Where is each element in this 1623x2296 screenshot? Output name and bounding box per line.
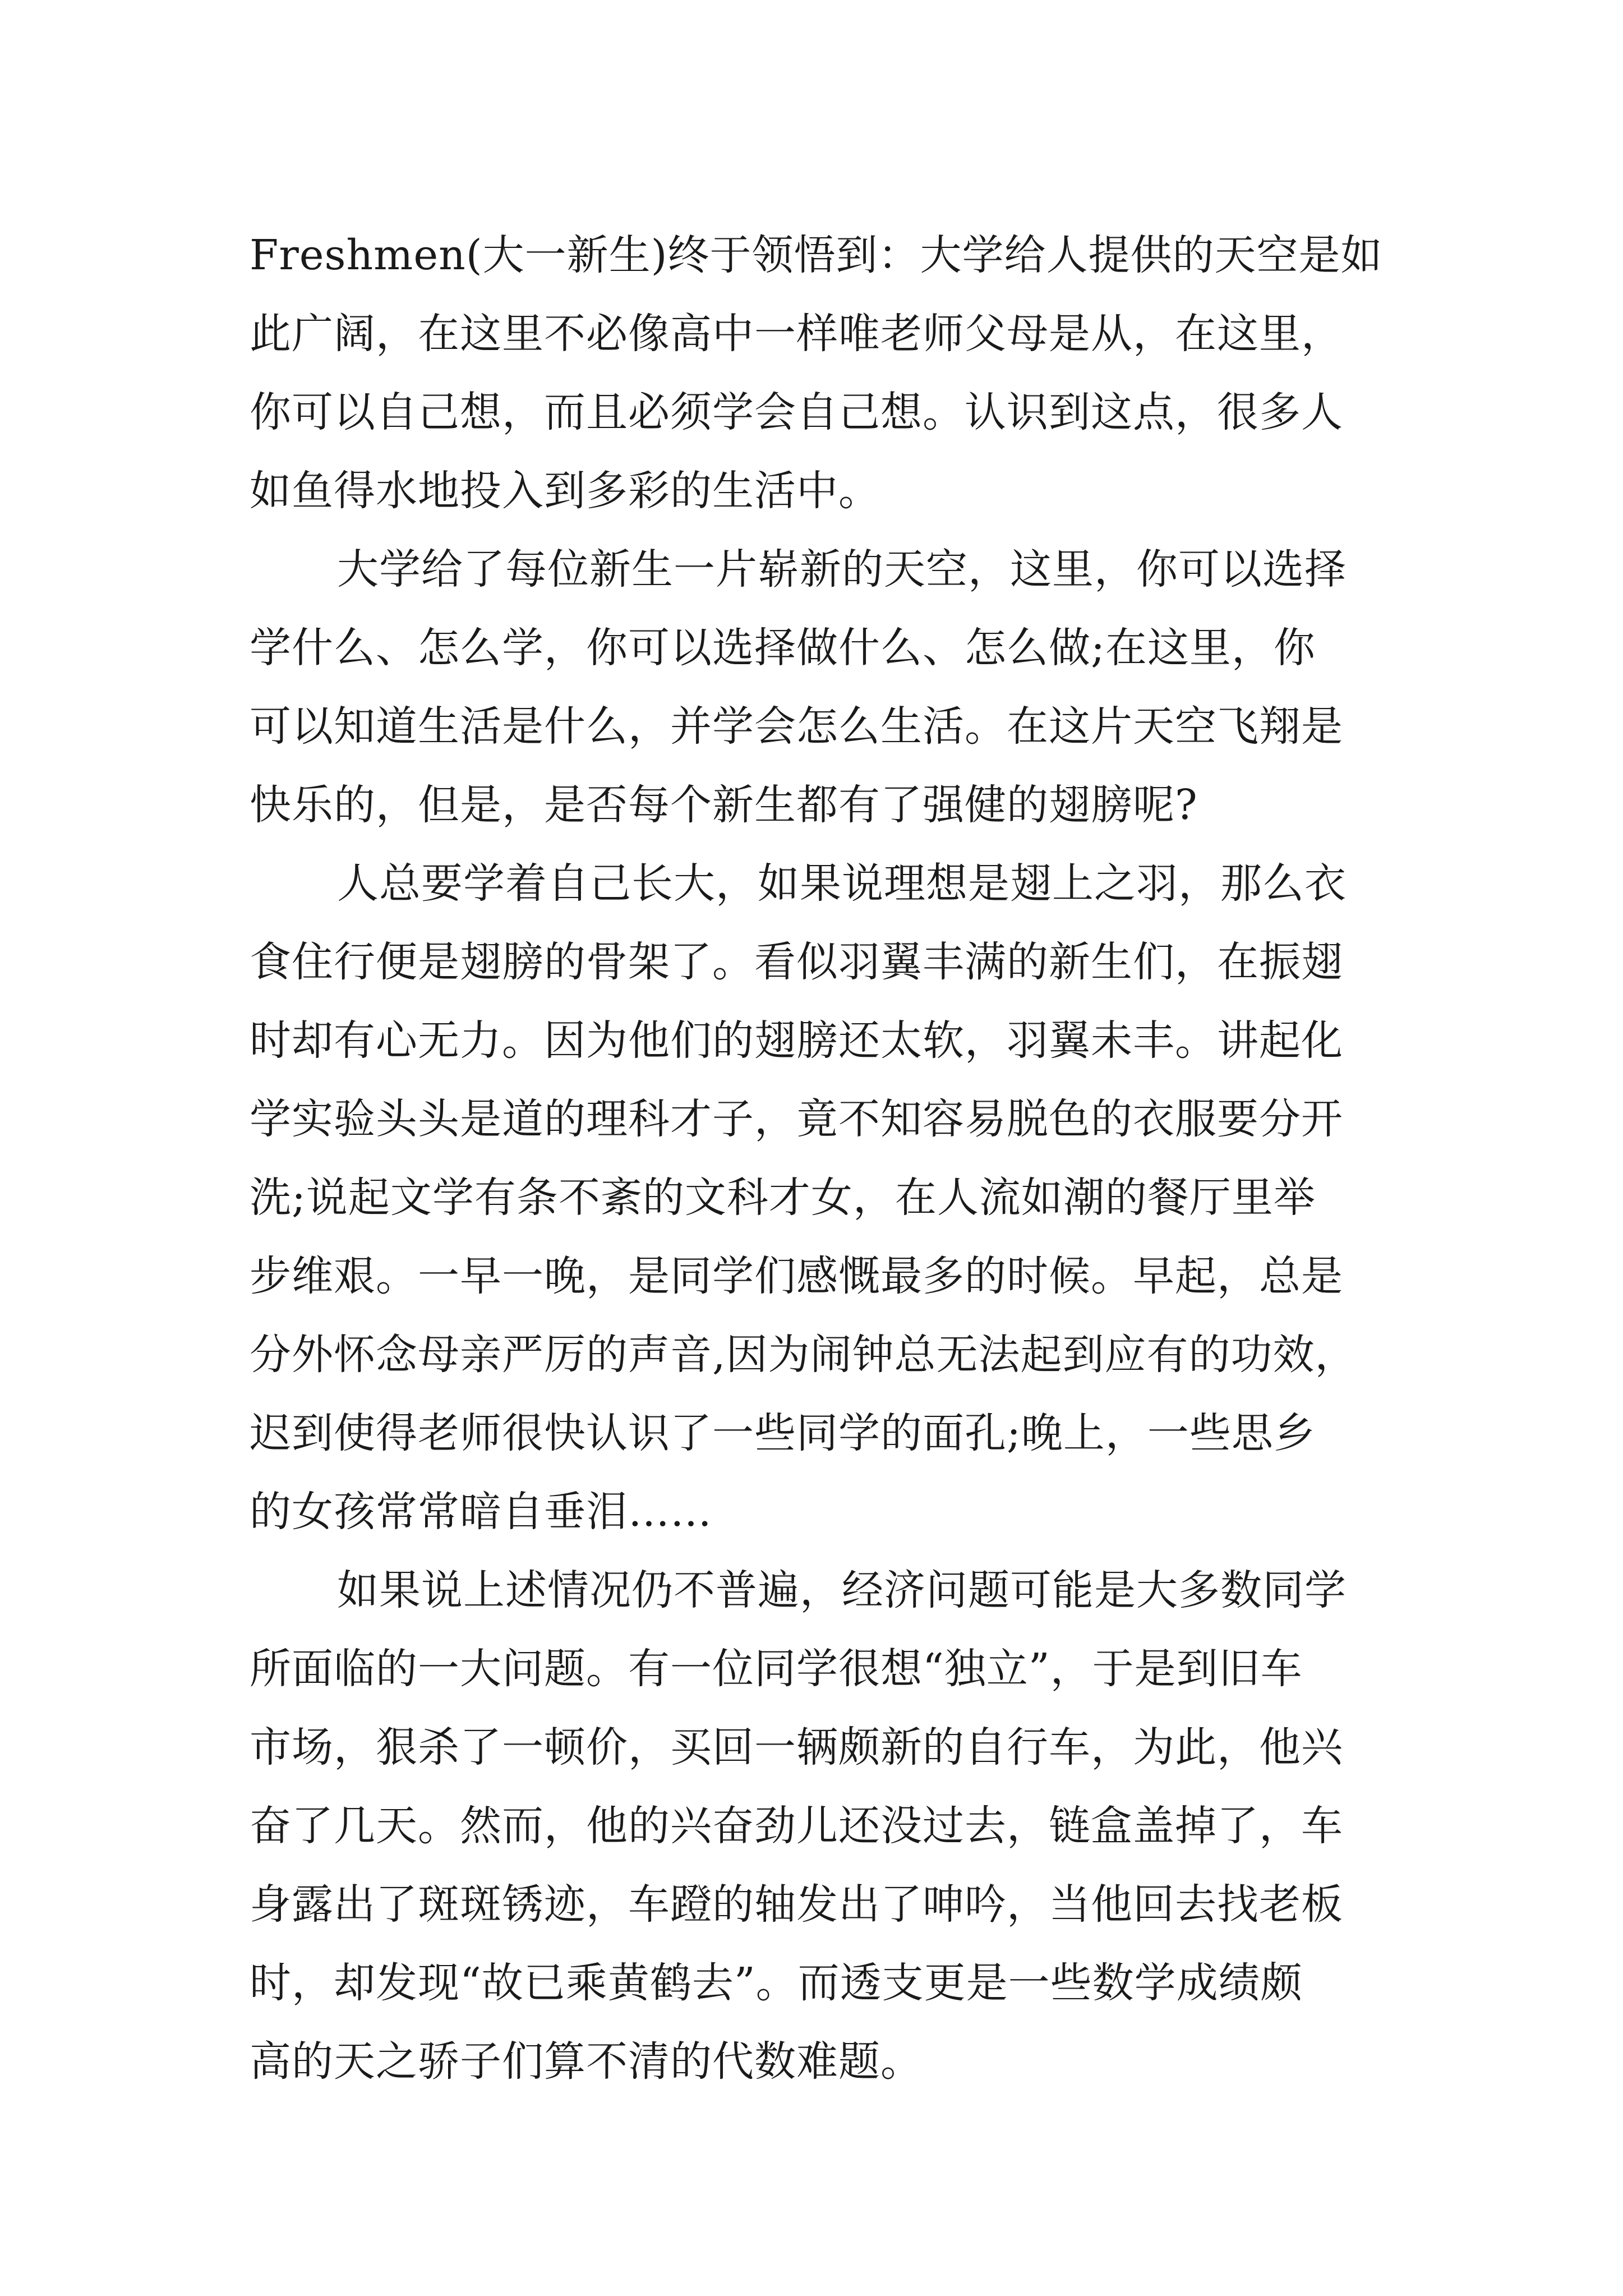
text-line: 时却有心无力。因为他们的翅膀还太软，羽翼未丰。讲起化	[250, 1016, 1343, 1065]
text-line: 高的天之骄子们算不清的代数难题。	[250, 2037, 923, 2086]
text-line: 此广阔，在这里不必像高中一样唯老师父母是从，在这里，	[250, 310, 1343, 358]
paragraph-first-line: 人总要学着自己长大，如果说理想是翅上之羽，那么衣	[337, 859, 1347, 908]
text-line: 的女孩常常暗自垂泪……	[250, 1488, 712, 1536]
text-line: Freshmen(大一新生)终于领悟到：大学给人提供的天空是如	[250, 231, 1383, 279]
text-line: 可以知道生活是什么，并学会怎么生活。在这片天空飞翔是	[250, 702, 1343, 751]
body-text	[250, 216, 1388, 2101]
text-line: 快乐的，但是，是否每个新生都有了强健的翅膀呢?	[250, 781, 1198, 829]
text-line: 奋了几天。然而，他的兴奋劲儿还没过去，链盒盖掉了，车	[250, 1802, 1343, 1850]
text-line: 学什么、怎么学，你可以选择做什么、怎么做;在这里，你	[250, 624, 1316, 672]
text-line: 食住行便是翅膀的骨架了。看似羽翼丰满的新生们，在振翅	[250, 938, 1343, 986]
text-line: 你可以自己想，而且必须学会自己想。认识到这点，很多人	[250, 388, 1343, 436]
text-line: 如鱼得水地投入到多彩的生活中。	[250, 467, 880, 515]
text-line: 市场，狠杀了一顿价，买回一辆颇新的自行车，为此，他兴	[250, 1723, 1343, 1772]
text-line: 所面临的一大问题。有一位同学很想“独立”，于是到旧车	[250, 1645, 1303, 1693]
text-line: 时，却发现“故已乘黄鹤去”。而透支更是一些数学成绩颇	[250, 1959, 1303, 2007]
paragraph-first-line: 如果说上述情况仍不普遍，经济问题可能是大多数同学	[337, 1566, 1347, 1614]
text-line: 步维艰。一早一晚，是同学们感慨最多的时候。早起，总是	[250, 1252, 1343, 1300]
text-line: 身露出了斑斑锈迹，车蹬的轴发出了呻吟，当他回去找老板	[250, 1880, 1343, 1929]
paragraph-first-line: 大学给了每位新生一片崭新的天空，这里，你可以选择	[337, 545, 1347, 593]
text-line: 迟到使得老师很快认识了一些同学的面孔;晚上，一些思乡	[250, 1409, 1316, 1457]
text-line: 洗;说起文学有条不紊的文科才女，在人流如潮的餐厅里举	[250, 1174, 1316, 1222]
text-line: 学实验头头是道的理科才子，竟不知容易脱色的衣服要分开	[250, 1095, 1343, 1143]
text-line: 分外怀念母亲严厉的声音,因为闹钟总无法起到应有的功效，	[250, 1331, 1357, 1379]
